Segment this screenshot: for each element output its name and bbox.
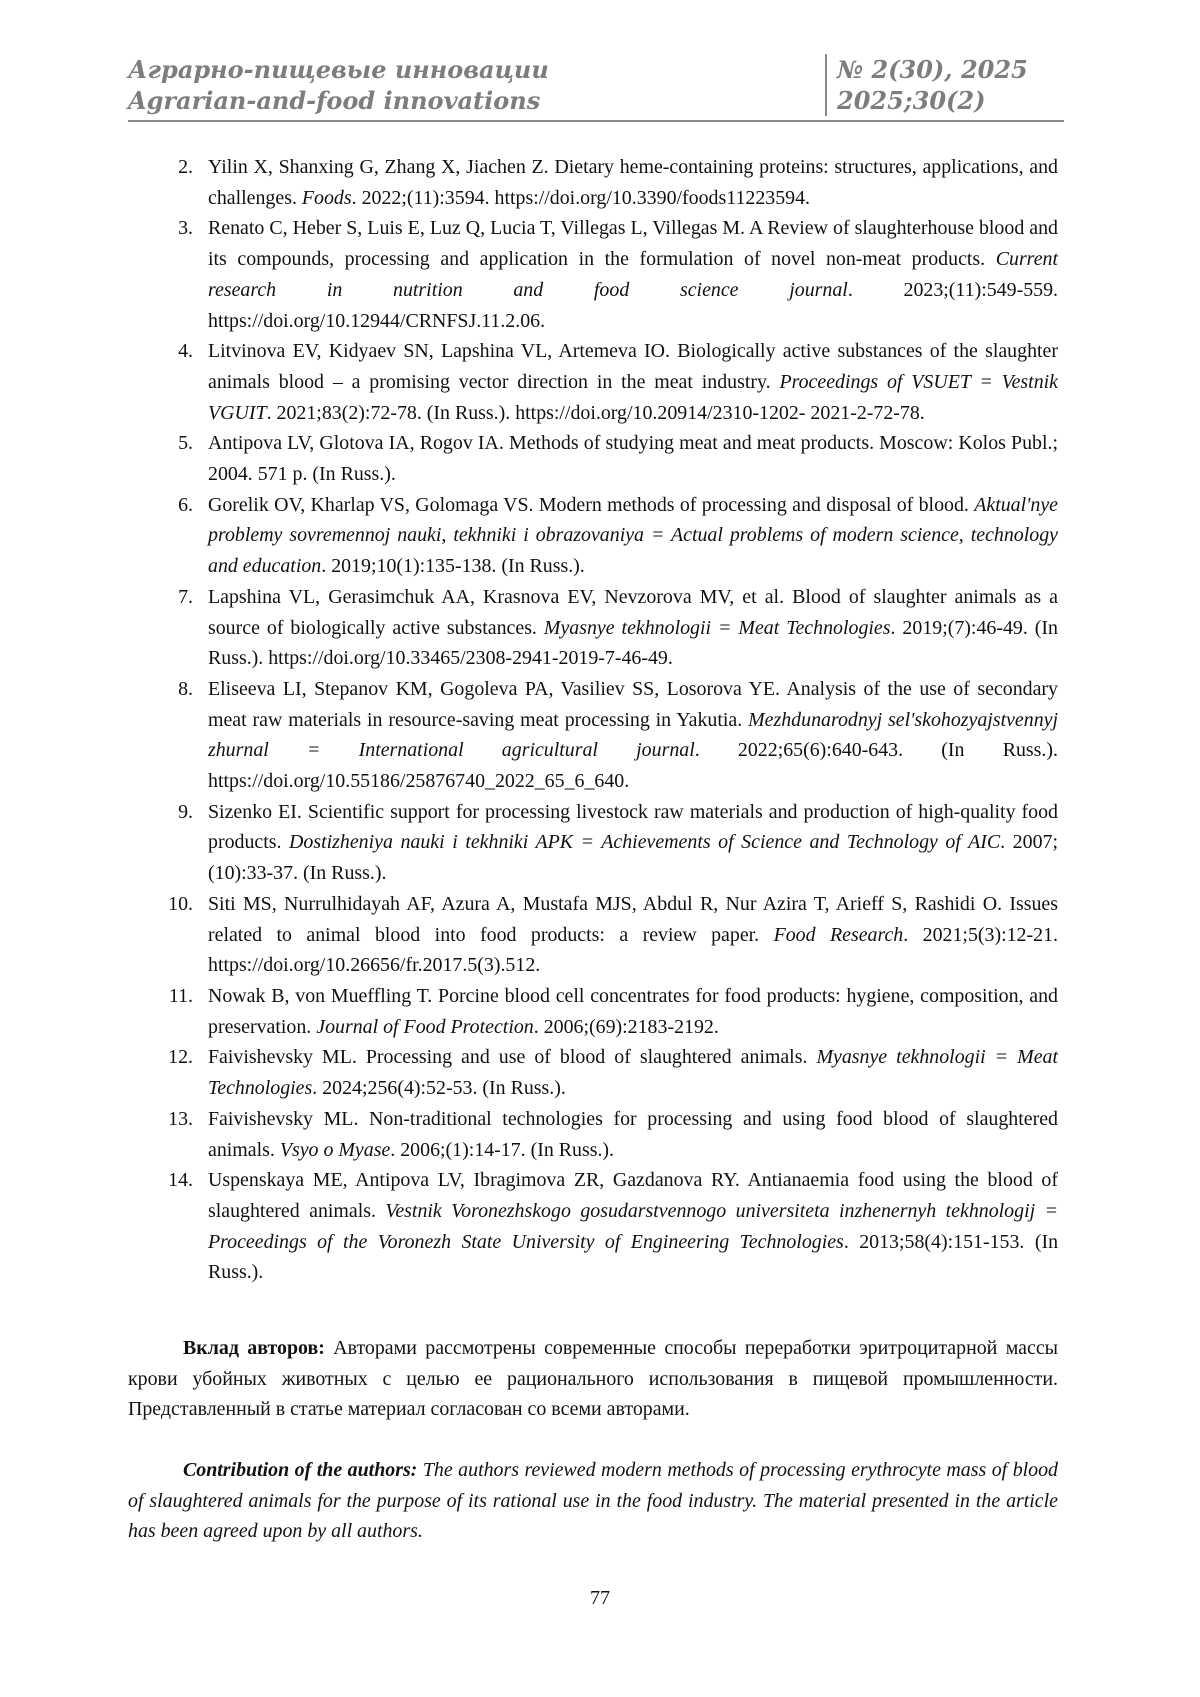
author-contribution-en xyxy=(128,1455,1058,1547)
contribution-text-en: The authors reviewed modern methods of processing erythrocyte mass of blood of slaughtered animals for the purpose of its rational use in the food industry. The material presented in the article has been agreed upon by all authors. xyxy=(128,1459,1058,1542)
reference-item xyxy=(208,428,1058,489)
reference-number: 11. xyxy=(133,981,193,1012)
running-header xyxy=(128,54,1064,122)
reference-journal: Journal of Food Protection xyxy=(316,1016,533,1038)
reference-number: 8. xyxy=(133,674,193,705)
reference-details: . 2013;58(4):151-153. (In Russ.). xyxy=(208,1231,1058,1284)
article-page xyxy=(0,0,1200,1697)
contribution-label-ru: Вклад авторов: xyxy=(183,1337,325,1359)
reference-number: 9. xyxy=(133,797,193,828)
journal-title-en: Agrarian-and-food innovations xyxy=(128,85,823,116)
reference-text: Gorelik OV, Kharlap VS, Golomaga VS. Modern methods of processing and disposal of blood. xyxy=(208,494,974,516)
reference-details: . 2006;(69):2183-2192. xyxy=(534,1016,719,1038)
reference-number: 10. xyxy=(133,889,193,920)
reference-number: 12. xyxy=(133,1042,193,1073)
reference-journal: Foods xyxy=(302,187,352,209)
reference-details: . 2021;83(2):72-78. (In Russ.). https://doi.org/10.20914/2310-1202- 2021-2-72-78. xyxy=(267,402,925,424)
reference-details: . 2006;(1):14-17. (In Russ.). xyxy=(390,1139,614,1161)
reference-journal: Vsyo o Myase xyxy=(280,1139,390,1161)
reference-list xyxy=(0,152,1200,1288)
reference-details: . 2023;(11):549-559. https://doi.org/10.12944/CRNFSJ.11.2.06. xyxy=(208,279,1058,332)
journal-title-ru: Аграрно-пищевые инновации xyxy=(128,54,823,85)
reference-text: Yilin X, Shanxing G, Zhang X, Jiachen Z. Dietary heme-containing proteins: structures, ap­plications, and challenges. xyxy=(208,156,1058,209)
reference-journal: Myasnye tekhnologii = Meat Technolo­gies xyxy=(544,617,891,639)
reference-text: Renato C, Heber S, Luis E, Luz Q, Lucia T, Villegas L, Villegas M. A Review of slaughter­house blood and its compounds, processing and application in the formulation of novel non-meat products. xyxy=(208,217,1058,270)
reference-item xyxy=(208,674,1058,797)
reference-number: 2. xyxy=(133,152,193,183)
reference-text: Litvinova EV, Kidyaev SN, Lapshina VL, Artemeva IO. Biologically active substances of the slaughter animals blood – a promising vector direction in the meat industry. xyxy=(208,340,1058,393)
reference-journal: Myasnye tekhnologii = Meat Technologies xyxy=(208,1046,1058,1099)
reference-item xyxy=(208,152,1058,213)
reference-item xyxy=(208,797,1058,889)
journal-title-block xyxy=(128,54,823,116)
reference-text: Lapshina VL, Gerasimchuk AA, Krasnova EV, Nevzorova MV, et al. Blood of slaughter an­imals as a source of biologically active substances. xyxy=(208,586,1058,639)
issue-ru: № 2(30), 2025 xyxy=(837,54,1063,85)
reference-journal: Dostizheniya nauki i tekhniki APK = Achievements of Science and Technology of AIC xyxy=(289,831,1000,853)
reference-number: 4. xyxy=(133,336,193,367)
reference-details: . 2021;5(3):12-21. https://doi.org/10.26656/fr.2017.5(3).512. xyxy=(208,924,1058,977)
reference-journal: Proceed­ings of VSUET = Vestnik VGUIT xyxy=(208,371,1058,424)
reference-item xyxy=(208,490,1058,582)
reference-journal: Vestnik Voronezhskogo gosudarstvennogo universiteta in­zhenernyh tekhnologij = Proceedings of the Voronezh State University of Engineering Technologies xyxy=(208,1200,1058,1253)
reference-number: 7. xyxy=(133,582,193,613)
reference-text: Uspenskaya ME, Antipova LV, Ibragimova ZR, Gazdanova RY. Antianaemia food using the blood of slaughtered animals. xyxy=(208,1169,1058,1222)
reference-item xyxy=(208,336,1058,428)
reference-item xyxy=(208,1042,1058,1103)
reference-number: 5. xyxy=(133,428,193,459)
reference-journal: Food Research xyxy=(774,924,904,946)
reference-details: . 2019;(7):46-49. (In Russ.). https://doi.org/10.33465/2308-2941-2019-7-46-49. xyxy=(208,617,1058,670)
reference-text: Eliseeva LI, Stepanov KM, Gogoleva PA, Vasiliev SS, Losorova YE. Analysis of the use of secondary meat raw materials in resource-saving meat processing in Yakutia. xyxy=(208,678,1058,731)
reference-text: Faivishevsky ML. Processing and use of blood of slaughtered animals. xyxy=(208,1046,816,1068)
reference-journal: Mezhdu­narodnyj sel'skohozyajstvennyj zhurnal = International agricultural journal xyxy=(208,709,1058,762)
reference-journal: Current research in nutrition and food science journal xyxy=(208,248,1058,301)
issue-block xyxy=(825,54,1063,116)
reference-item xyxy=(208,889,1058,981)
reference-text: Antipova LV, Glotova IA, Rogov IA. Methods of studying meat and meat products. Mos­cow: Kolos Publ.; 2004. 571 p. (In Russ.). xyxy=(208,432,1058,485)
reference-item xyxy=(208,981,1058,1042)
reference-number: 6. xyxy=(133,490,193,521)
contribution-text-ru: Авторами рассмотрены современные способы переработки эритроци­тарной массы крови убойных животных с целью ее рационального использования в пищевой промышленности. Представленный в статье материал согласован со всеми авторами. xyxy=(128,1337,1058,1420)
reference-text: Nowak B, von Mueffling T. Porcine blood cell concentrates for food products: hygiene, composition, and preservation. xyxy=(208,985,1058,1038)
reference-details: . 2019;10(1):135-138. (In Russ.). xyxy=(321,555,585,577)
reference-number: 13. xyxy=(133,1104,193,1135)
page-number: 77 xyxy=(0,1586,1200,1610)
reference-item xyxy=(208,1165,1058,1288)
reference-details: . 2022;(11):3594. https://doi.org/10.3390/foods11223594. xyxy=(352,187,810,209)
author-contribution-ru xyxy=(128,1333,1058,1425)
reference-number: 3. xyxy=(133,213,193,244)
reference-text: Sizenko EI. Scientific support for processing livestock raw materials and production of high-quality food products. xyxy=(208,801,1058,854)
reference-item xyxy=(208,1104,1058,1165)
reference-details: . 2022;65(6):640-643. (In Russ.). https://doi.org/10.55186/25876740_2022_65_6_640. xyxy=(208,739,1058,792)
reference-number: 14. xyxy=(133,1165,193,1196)
reference-item xyxy=(208,213,1058,336)
reference-details: . 2024;256(4):52-53. (In Russ.). xyxy=(312,1077,566,1099)
reference-journal: Aktual'nye problemy sovremennoj nauki, tekhniki i obrazovaniya = Actual problems of modern science, technology and education xyxy=(208,494,1058,577)
reference-text: Siti MS, Nurrulhidayah AF, Azura A, Mustafa MJS, Abdul R, Nur Azira T, Arieff S, Ra­shidi O. Issues related to animal blood into food products: a review paper. xyxy=(208,893,1058,946)
reference-item xyxy=(208,582,1058,674)
reference-text: Faivishevsky ML. Non-traditional technologies for processing and using food blood of slaughtered animals. xyxy=(208,1108,1058,1161)
reference-details: . 2007;(10):33-37. (In Russ.). xyxy=(208,831,1058,884)
contribution-label-en: Contribution of the authors: xyxy=(183,1459,417,1481)
issue-en: 2025;30(2) xyxy=(837,85,1063,116)
